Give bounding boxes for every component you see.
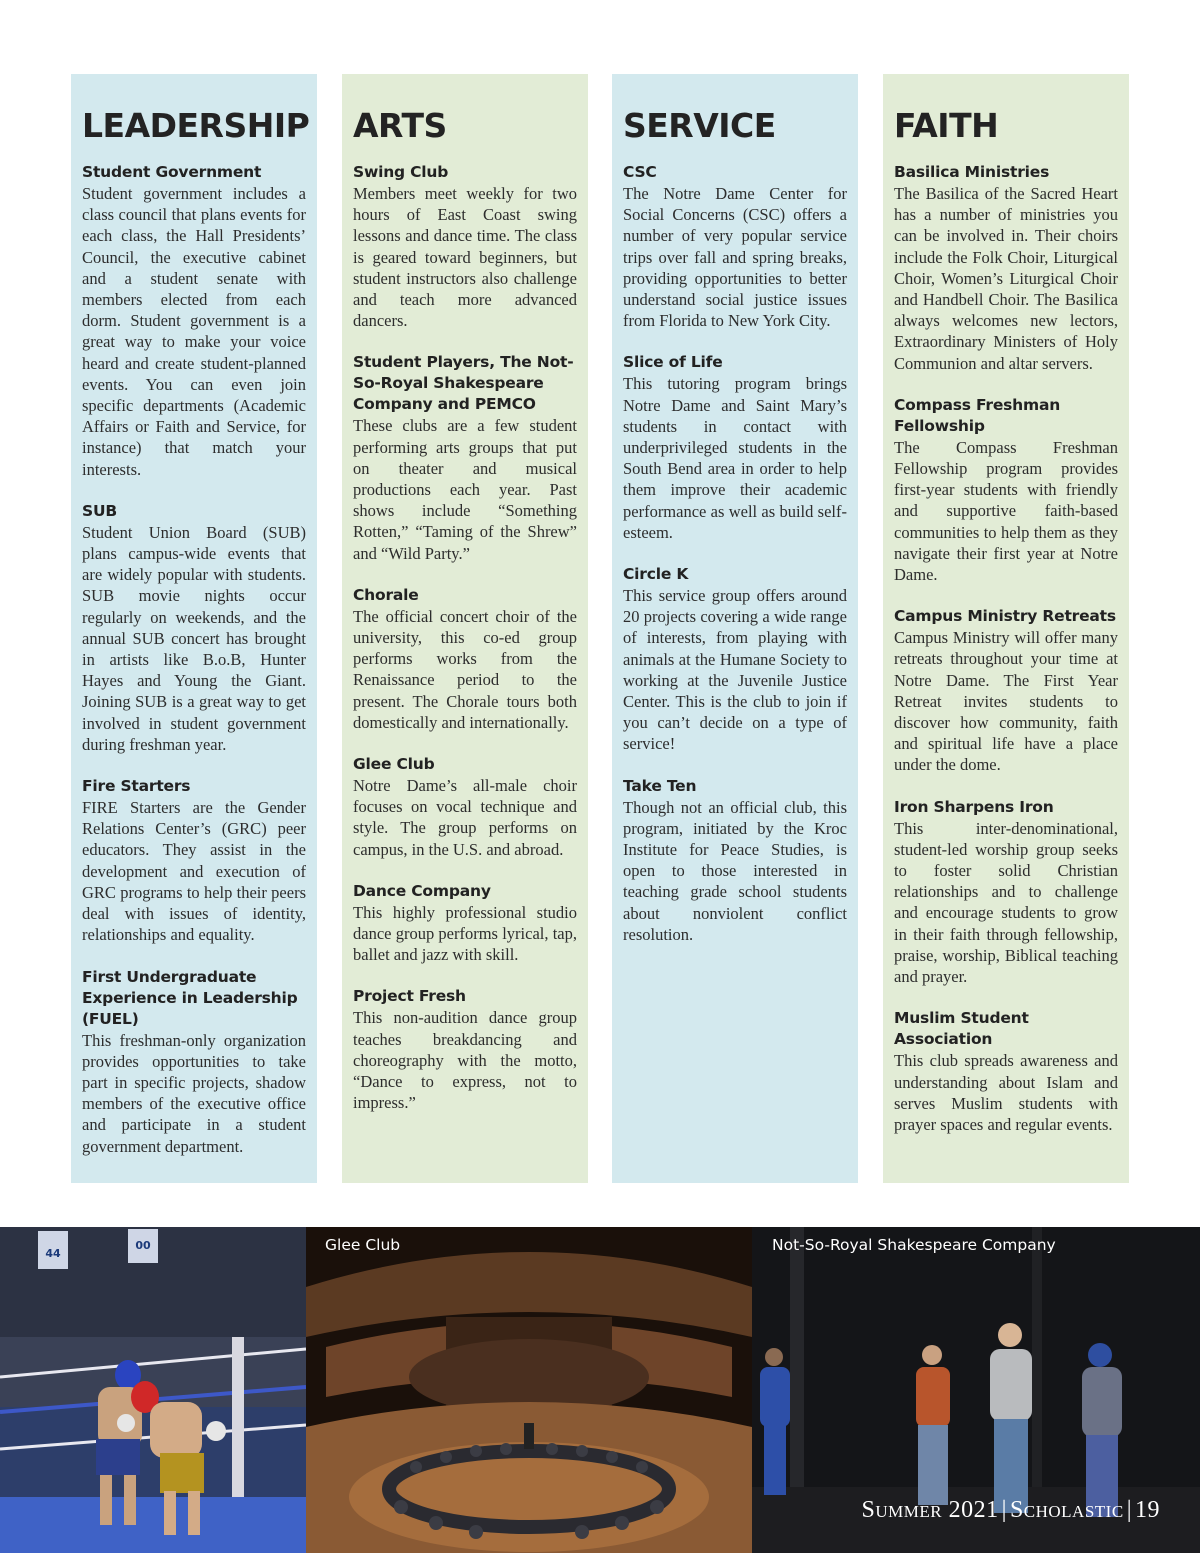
column-arts (342, 74, 588, 1183)
club-name: Compass Freshman Fellowship (894, 395, 1061, 435)
folio-year: 2021 (948, 1497, 999, 1523)
club-name: First Undergraduate Experience in Leadership (FUEL) (82, 967, 298, 1028)
boxing-photo (0, 1227, 306, 1553)
shakespeare-company-caption: Not-So-Royal Shakespeare Company (772, 1236, 1056, 1254)
photo-strip (0, 1227, 1200, 1553)
club-entry (353, 585, 577, 733)
banner-number-1: 44 (45, 1247, 61, 1260)
club-description: The Compass Freshman Fellowship program provides first-year students with friendly and supportive faith-based communities to help them as they navigate their first year at Notre Dame. (894, 437, 1118, 585)
glee-club-photo (306, 1227, 752, 1553)
column-service (612, 74, 858, 1183)
club-description: This club spreads awareness and understanding about Islam and serves Muslim students with prayer spaces and regular events. (894, 1051, 1118, 1134)
glee-club-caption: Glee Club (325, 1236, 401, 1254)
club-description: Members meet weekly for two hours of East Coast swing lessons and dance time. The class is geared toward beginners, but student instructors also challenge and teach more advanced dancers. (353, 184, 577, 331)
club-name: SUB (82, 501, 117, 520)
club-entry (82, 162, 306, 480)
club-description: This service group offers around 20 projects covering a wide range of interests, from playing with animals at the Humane Society to working at the Juvenile Justice Center. This is the club to join if you can’t decide on a type of service! (623, 586, 847, 754)
club-entry (623, 162, 847, 331)
concert-hall-scene (306, 1227, 752, 1553)
club-name: Glee Club (353, 755, 435, 774)
club-description: The official concert choir of the university, this co-ed group performs works from the Renaissance period to the present. The Chorale tours both domestically and internationally. (353, 606, 577, 732)
club-name: Take Ten (623, 776, 697, 795)
banner-number-2: 00 (135, 1239, 151, 1252)
club-description: Campus Ministry will offer many retreats throughout your time at Notre Dame. The First Year Retreat invites students to discover how community, faith and spiritual life have a place under the dome. (894, 628, 1118, 775)
club-entry (82, 501, 306, 755)
club-entry (82, 967, 306, 1157)
club-entry (894, 797, 1118, 988)
club-name: Student Government (82, 163, 262, 181)
club-name: Circle K (623, 565, 689, 584)
club-entry (894, 162, 1118, 374)
club-description: Notre Dame’s all-male choir focuses on vocal technique and style. The group performs on campus, in the U.S. and abroad. (353, 776, 577, 859)
club-entry (894, 606, 1118, 775)
column-title: LEADERSHIP (82, 106, 310, 145)
club-name: Campus Ministry Retreats (894, 607, 1116, 626)
column-faith (883, 74, 1129, 1183)
club-entry (353, 754, 577, 860)
club-name: Dance Company (353, 881, 491, 900)
folio-season: Summer (861, 1497, 943, 1523)
club-description: FIRE Starters are the Gender Relations Center’s (GRC) peer educators. They assist in the development and execution of GRC programs to help their peers deal with issues of identity, relationships and equality. (82, 798, 306, 945)
club-description: This highly professional studio dance group performs lyrical, tap, ballet and jazz with skill. (353, 902, 577, 965)
club-name: Chorale (353, 585, 419, 604)
column-title: SERVICE (623, 106, 776, 145)
page-folio: Summer 2021 | Scholastic | 19 (861, 1497, 1160, 1523)
club-name: Muslim Student Association (894, 1009, 1029, 1049)
folio-magazine: Scholastic (1009, 1497, 1124, 1523)
column-leadership (71, 74, 317, 1183)
club-description: The Notre Dame Center for Social Concerns (CSC) offers a number of very popular service trips over fall and spring breaks, providing opportunities to better understand social justice issues from Florida to New York City. (623, 184, 847, 331)
club-name: Basilica Ministries (894, 163, 1050, 181)
column-title: ARTS (353, 106, 447, 145)
column-title: FAITH (894, 106, 999, 145)
club-entry (623, 776, 847, 945)
club-name: Fire Starters (82, 777, 191, 796)
club-description: This non-audition dance group teaches breakdancing and choreography with the motto, “Dance to express, not to impress.” (353, 1008, 577, 1113)
club-description: This inter-denominational, student-led worship group seeks to foster solid Christian relationships and to challenge and encourage students to grow in their faith through fellowship, praise, worship, Biblical teaching and prayer. (894, 818, 1118, 987)
club-entry (894, 1008, 1118, 1135)
club-name: Iron Sharpens Iron (894, 797, 1054, 816)
club-name: Slice of Life (623, 353, 723, 372)
club-entry (353, 881, 577, 966)
club-name: Project Fresh (353, 987, 466, 1006)
club-entry (623, 352, 847, 543)
club-description: Student government includes a class council that plans events for each class, the Hall Presidents’ Council, the executive cabinet and a student senate with members elected from each dorm. Student government is a great way to make your voice heard and create student-planned events. You can even join specific departments (Academic Affairs or Faith and Service, for instance) that match your interests. (82, 184, 306, 479)
club-entry (353, 162, 577, 331)
shakespeare-company-photo (752, 1227, 1200, 1553)
club-description: Student Union Board (SUB) plans campus-wide events that are widely popular with students. SUB movie nights occur regularly on weekends, and the annual SUB concert has brought in artists like B.o.B, Hunter Hayes and Young the Giant. Joining SUB is a great way to get involved in student government during freshman year. (82, 522, 306, 754)
club-description: These clubs are a few student performing arts groups that put on theater and musical productions each year. Past shows include “Something Rotten,” “Taming of the Shrew” and “Wild Party.” (353, 416, 577, 563)
club-name: Swing Club (353, 163, 449, 181)
boxing-scene (0, 1227, 306, 1553)
club-entry (623, 564, 847, 755)
club-entry (353, 352, 577, 563)
club-name: Student Players, The Not-So-Royal Shakespeare Company and PEMCO (353, 353, 574, 414)
club-description: The Basilica of the Sacred Heart has a number of ministries you can be involved in. Their choirs include the Folk Choir, Liturgical Choir, Women’s Liturgical Choir and Handbell Choir. The Basilica always welcomes new lectors, Extraordinary Ministers of Holy Communion and altar servers. (894, 184, 1118, 373)
club-entry (82, 776, 306, 945)
club-entry (353, 986, 577, 1113)
club-entry (894, 395, 1118, 585)
folio-page-number: 19 (1135, 1497, 1160, 1523)
club-description: This freshman-only organization provides opportunities to take part in specific projects, shadow members of the executive office and participate in a student government department. (82, 1030, 306, 1156)
club-description: Though not an official club, this program, initiated by the Kroc Institute for Peace Studies, is open to those interested in teaching grade school students about nonviolent conflict resolution. (623, 797, 847, 944)
club-description: This tutoring program brings Notre Dame and Saint Mary’s students in contact with underprivileged students in the South Bend area in order to help them improve their academic performance as well as build self-esteem. (623, 374, 847, 542)
club-name: CSC (623, 163, 657, 181)
